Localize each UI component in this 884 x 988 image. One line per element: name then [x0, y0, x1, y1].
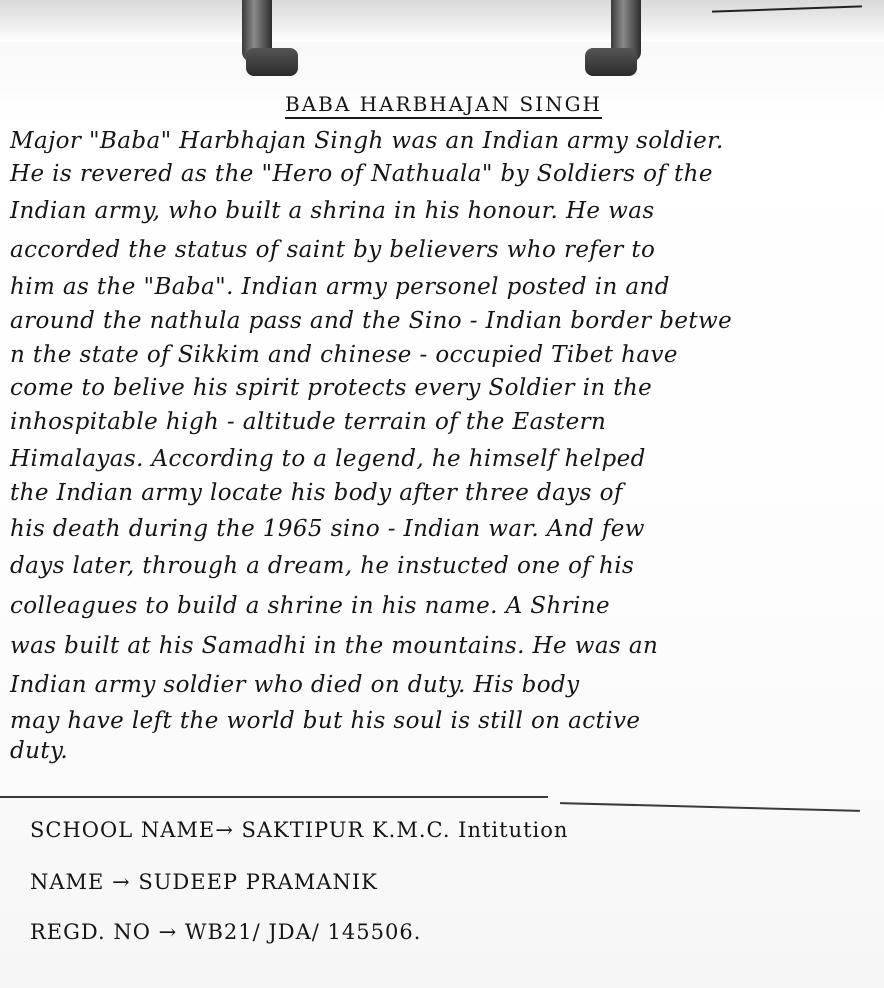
essay-line: Indian army soldier who died on duty. His body: [10, 672, 580, 698]
essay-line: He is revered as the "Hero of Nathuala" by Soldiers of the: [10, 161, 713, 187]
essay-line: the Indian army locate his body after three days of: [10, 480, 623, 506]
essay-line: Major "Baba" Harbhajan Singh was an Indian army soldier.: [10, 128, 724, 154]
essay-line: was built at his Samadhi in the mountains. He was an: [10, 633, 659, 659]
essay-line: his death during the 1965 sino - Indian war. And few: [10, 516, 645, 542]
essay-line: come to belive his spirit protects every Soldier in the: [10, 375, 653, 401]
essay-line: n the state of Sikkim and chinese - occupied Tibet have: [10, 342, 678, 368]
essay-line: inhospitable high - altitude terrain of the Eastern: [10, 409, 607, 435]
essay-line: days later, through a dream, he instucted one of his: [10, 553, 635, 579]
essay-line: colleagues to build a shrine in his name. A Shrine: [10, 593, 611, 619]
school-name: SCHOOL NAME→ SAKTIPUR K.M.C. Intitution: [30, 818, 569, 842]
essay-line: Himalayas. According to a legend, he himself helped: [10, 446, 646, 472]
essay-line: around the nathula pass and the Sino - Indian border betwe: [10, 308, 733, 334]
page-title: BABA HARBHAJAN SINGH: [285, 92, 602, 119]
binder-clip-left: [232, 0, 292, 78]
essay-line: him as the "Baba". Indian army personel posted in and: [10, 274, 670, 300]
clipboard-edge: [0, 0, 884, 42]
binder-clip-right: [585, 0, 645, 78]
essay-line: may have left the world but his soul is still on active: [10, 708, 641, 734]
essay-line: duty.: [10, 738, 69, 764]
divider-line: [560, 802, 860, 812]
registration-number: REGD. NO → WB21/ JDA/ 145506.: [30, 920, 422, 944]
divider-line: [0, 796, 548, 798]
student-name: NAME → SUDEEP PRAMANIK: [30, 870, 378, 894]
essay-line: Indian army, who built a shrina in his honour. He was: [10, 198, 655, 224]
essay-line: accorded the status of saint by believers who refer to: [10, 237, 656, 263]
